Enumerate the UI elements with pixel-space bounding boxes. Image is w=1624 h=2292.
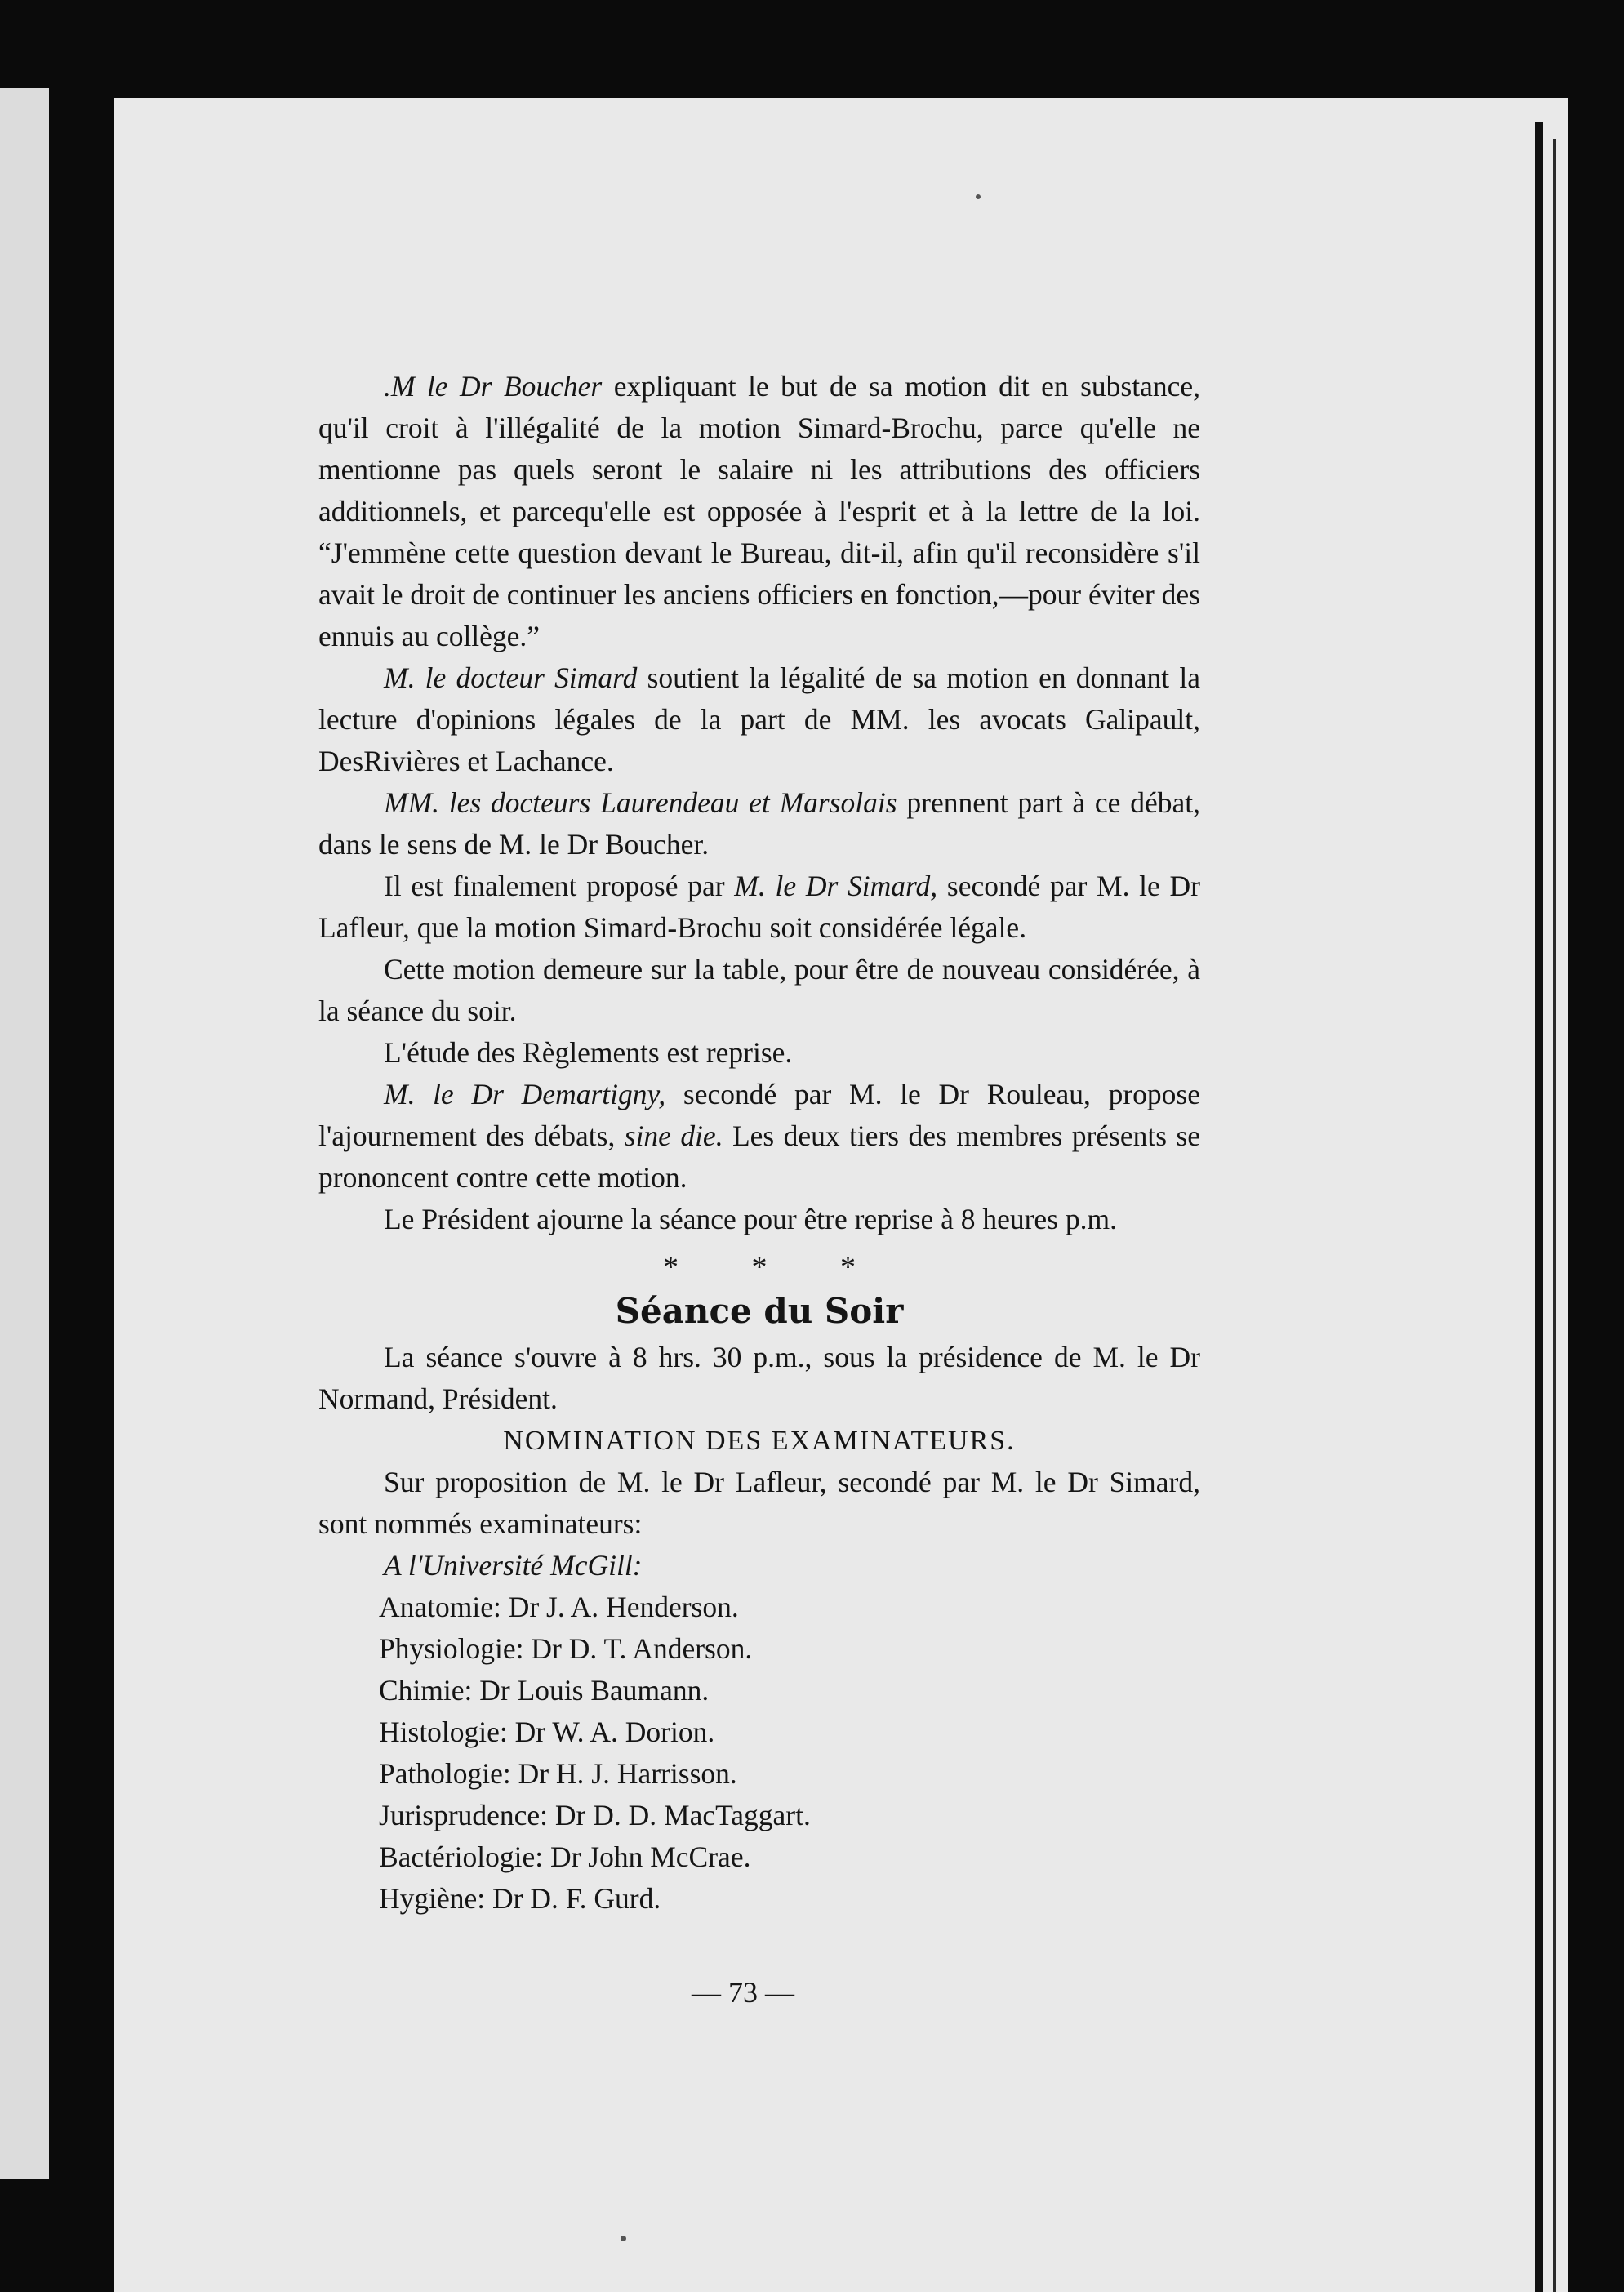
paragraph-text: soutient la légalité de sa motion en donnant la lecture d'opinions légales de la part de MM. les avocats Galipault, DesRivières et Lachance. <box>318 661 1200 777</box>
list-item: Anatomie: Dr J. A. Henderson. <box>379 1591 739 1623</box>
paragraph-text-tail: secondé par M. le Dr Lafleur, que la motion Simard-Brochu soit considérée légale. <box>318 870 1200 944</box>
paragraph-simard <box>318 657 1200 782</box>
paragraph-text: secondé par M. le Dr Rouleau, propose l'ajournement des débats, <box>318 1078 1200 1152</box>
section-title: Séance du Soir <box>615 1291 904 1331</box>
paragraph-text: Cette motion demeure sur la table, pour être de nouveau considérée, à la séance du soir. <box>318 953 1200 1027</box>
examiner-list <box>318 1587 1200 1920</box>
speaker-name: M. le docteur Simard <box>384 661 638 694</box>
list-item: Jurisprudence: Dr D. D. MacTaggart. <box>379 1799 811 1831</box>
paragraph-text: La séance s'ouvre à 8 hrs. 30 p.m., sous la présidence de M. le Dr Normand, Président. <box>318 1341 1200 1415</box>
speaker-name: M. le Dr Simard, <box>734 870 938 902</box>
paragraph-text: expliquant le but de sa motion dit en substance, qu'il croit à l'illégalité de la motion Simard-Brochu, parce qu'elle ne mentionne pas quels seront le salaire ni les attributions des officiers additionnels, et parcequ'elle est opposée à l'esprit et à la lettre de la loi. “J'emmène cette question devant le Bureau, dit-il, afin qu'il reconsidère s'il avait le droit de continuer les anciens officiers en fonction,—pour éviter des ennuis au collège.” <box>318 370 1200 652</box>
university-heading: A l'Université McGill: <box>384 1549 643 1582</box>
paragraph-text-tail: Les deux tiers des membres présents se prononcent contre cette motion. <box>318 1119 1201 1194</box>
paragraph-text: Sur proposition de M. le Dr Lafleur, secondé par M. le Dr Simard, sont nommés examinateurs: <box>318 1466 1200 1540</box>
paragraph-proposal-examiners <box>318 1462 1200 1545</box>
latin-phrase: sine die. <box>624 1119 723 1152</box>
page-binding-line <box>1553 139 1556 2292</box>
paragraph-text: prennent part à ce débat, dans le sens de M. le Dr Boucher. <box>318 786 1200 861</box>
paragraph-motion-table <box>318 949 1200 1032</box>
subheading: NOMINATION DES EXAMINATEURS. <box>503 1426 1016 1456</box>
paragraph-text: L'étude des Règlements est reprise. <box>384 1036 793 1069</box>
paragraph-proposal-legal <box>318 866 1200 949</box>
speaker-name: MM. les docteurs Laurendeau et Marsolais <box>384 786 897 819</box>
paragraph-text: Il est finalement proposé par <box>384 870 735 902</box>
list-item: Histologie: Dr W. A. Dorion. <box>379 1716 715 1748</box>
paragraph-evening-intro <box>318 1337 1200 1420</box>
speaker-name: .M le Dr Boucher <box>384 370 603 403</box>
paragraph-laurendeau-marsolais <box>318 782 1200 866</box>
paragraph-text: Le Président ajourne la séance pour être reprise à 8 heures p.m. <box>384 1203 1117 1235</box>
dust-speck <box>976 194 981 199</box>
adjacent-page-edge <box>0 88 49 2179</box>
paragraph-boucher <box>318 366 1200 657</box>
section-separator: * * * <box>663 1250 888 1284</box>
list-item: Pathologie: Dr H. J. Harrisson. <box>379 1757 737 1790</box>
list-item: Chimie: Dr Louis Baumann. <box>379 1674 710 1707</box>
page-number: — 73 — <box>692 1976 794 2009</box>
speaker-name: M. le Dr Demartigny, <box>384 1078 666 1110</box>
dust-speck <box>621 2236 626 2241</box>
list-item: Hygiène: Dr D. F. Gurd. <box>379 1882 661 1915</box>
page-binding-shadow <box>1535 122 1543 2292</box>
paragraph-reglements <box>318 1032 1200 1074</box>
paragraph-adjourn <box>318 1199 1200 1240</box>
document-body <box>318 366 1200 2014</box>
list-item: Bactériologie: Dr John McCrae. <box>379 1840 751 1873</box>
list-item: Physiologie: Dr D. T. Anderson. <box>379 1632 753 1665</box>
paragraph-demartigny <box>318 1074 1200 1199</box>
